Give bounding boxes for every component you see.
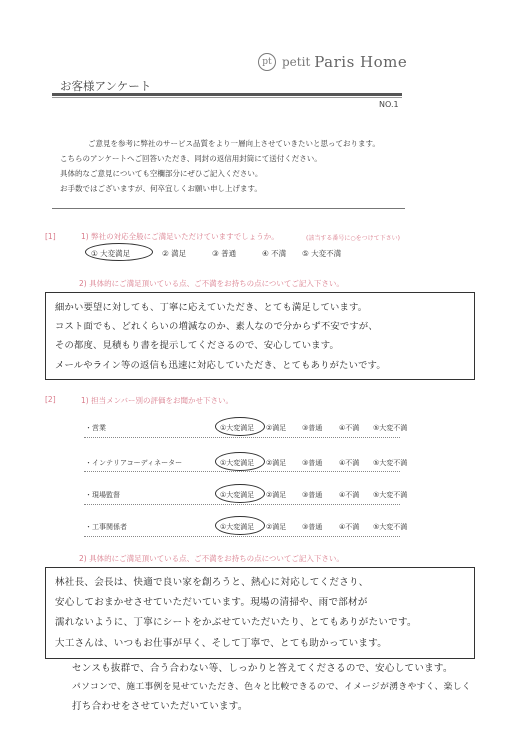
sales-rating-5[interactable]: ⑤大変不満	[373, 424, 408, 432]
role-construction-staff: ・工事関係者	[85, 523, 127, 531]
logo-petit: petit	[282, 55, 311, 69]
sales-row-divider	[84, 437, 400, 438]
overall-selection-circle	[85, 243, 153, 261]
construction-rating-5[interactable]: ⑤大変不満	[373, 523, 408, 531]
intro-line-3: 具体的なご意見についても空欄部分にぜひご記入ください。	[60, 169, 263, 178]
sales-rating-1[interactable]: ①大変満足	[220, 424, 255, 432]
construction-rating-3[interactable]: ③普通	[302, 523, 323, 531]
logo-brand: Paris Home	[314, 53, 408, 71]
supervisor-row-divider	[84, 504, 400, 505]
section-1-comment-line-2: コスト面でも、どれくらいの増減なのか、素人なので分からず不安ですが、	[55, 321, 378, 332]
sales-rating-2[interactable]: ②満足	[266, 424, 287, 432]
section-2-comment-line-4: 大工さんは、いつもお仕事が早く、そして丁寧で、とても助かっています。	[55, 638, 388, 649]
section-2-comment-line-2: 安心しておまかせさせていただいています。現場の清掃や、雨で部材が	[55, 597, 368, 608]
construction-row-divider	[84, 536, 400, 537]
document-number: NO.1	[379, 100, 399, 109]
section-1-question-2: 2) 具体的にご満足頂いている点、ご不満をお持ちの点についてご記入下さい。	[79, 279, 344, 288]
construction-rating-4[interactable]: ④不満	[339, 523, 360, 531]
page-title: お客様アンケート	[60, 79, 152, 93]
overall-option-5[interactable]: ⑤ 大変不満	[302, 249, 342, 258]
section-2-comment-line-1: 林社長、会長は、快適で良い家を創ろうと、熱心に対応してくださり、	[55, 577, 369, 588]
company-logo	[258, 51, 407, 73]
overall-option-2[interactable]: ② 満足	[162, 249, 187, 258]
sales-rating-3[interactable]: ③普通	[302, 424, 323, 432]
section-1-number: [1]	[45, 232, 56, 241]
section-2-extra-line-1: センスも抜群で、合う合わない等、しっかりと答えてくださるので、安心しています。	[72, 663, 453, 674]
section-2-question-1: 1) 担当メンバー別の評価をお聞かせ下さい。	[81, 396, 234, 405]
section-1-question-1: 1) 弊社の対応全般にご満足いただけていますでしょうか。	[81, 232, 279, 241]
section-2-question-2: 2) 具体的にご満足頂いている点、ご不満をお持ちの点についてご記入下さい。	[79, 554, 344, 563]
construction-rating-1[interactable]: ①大変満足	[220, 523, 255, 531]
section-1-question-note: (該当する番号に○をつけて下さい)	[306, 235, 400, 242]
interior-rating-4[interactable]: ④不満	[339, 459, 360, 467]
role-interior-coordinator: ・インテリアコーディネーター	[85, 459, 183, 467]
overall-option-1[interactable]: ① 大変満足	[91, 249, 131, 258]
supervisor-rating-3[interactable]: ③普通	[302, 491, 323, 499]
intro-line-4: お手数ではございますが、何卒宜しくお願い申し上げます。	[60, 184, 262, 193]
title-rule	[52, 93, 402, 96]
section-2-extra-line-3: 打ち合わせをさせていただいています。	[72, 701, 248, 712]
supervisor-rating-4[interactable]: ④不満	[339, 491, 360, 499]
interior-row-divider	[84, 471, 400, 472]
overall-option-4[interactable]: ④ 不満	[262, 249, 287, 258]
intro-rule	[52, 208, 405, 209]
construction-rating-2[interactable]: ②満足	[266, 523, 287, 531]
section-2-comment-line-3: 濡れないように、丁寧にシートをかぶせていただいたり、とてもありがたいです。	[55, 617, 417, 628]
intro-line-2: こちらのアンケートへご回答いただき、同封の返信用封筒にて送付ください。	[60, 154, 322, 163]
sales-rating-4[interactable]: ④不満	[339, 424, 360, 432]
role-site-supervisor: ・現場監督	[85, 491, 120, 499]
interior-rating-5[interactable]: ⑤大変不満	[373, 459, 408, 467]
supervisor-rating-1[interactable]: ①大変満足	[220, 491, 255, 499]
section-2-extra-line-2: パソコンで、施工事例を見せていただき、色々と比較できるので、イメージが湧きやすく、楽しく	[72, 682, 471, 692]
interior-rating-2[interactable]: ②満足	[266, 459, 287, 467]
interior-selection-circle	[215, 452, 265, 471]
sales-selection-circle	[215, 417, 265, 436]
supervisor-rating-5[interactable]: ⑤大変不満	[373, 491, 408, 499]
section-1-comment-line-1: 細かい要望に対しても、丁寧に応えていただき、とても満足しています。	[55, 302, 368, 313]
role-sales: ・営業	[85, 424, 106, 432]
supervisor-rating-2[interactable]: ②満足	[266, 491, 287, 499]
interior-rating-3[interactable]: ③普通	[302, 459, 323, 467]
interior-rating-1[interactable]: ①大変満足	[220, 459, 255, 467]
logo-mark: pt	[258, 53, 276, 71]
title-rule-thin	[52, 97, 402, 98]
section-1-comment-line-4: メールやライン等の返信も迅速に対応していただき、とてもありがたいです。	[55, 360, 386, 371]
section-2-number: [2]	[45, 395, 56, 404]
section-1-comment-line-3: その都度、見積もり書を提示してくださるので、安心しています。	[55, 340, 339, 351]
intro-line-1: ご意見を参考に弊社のサービス品質をより一層向上させていきたいと思っております。	[88, 139, 380, 148]
construction-selection-circle	[215, 516, 265, 535]
supervisor-selection-circle	[215, 484, 265, 503]
overall-option-3[interactable]: ③ 普通	[212, 249, 237, 258]
